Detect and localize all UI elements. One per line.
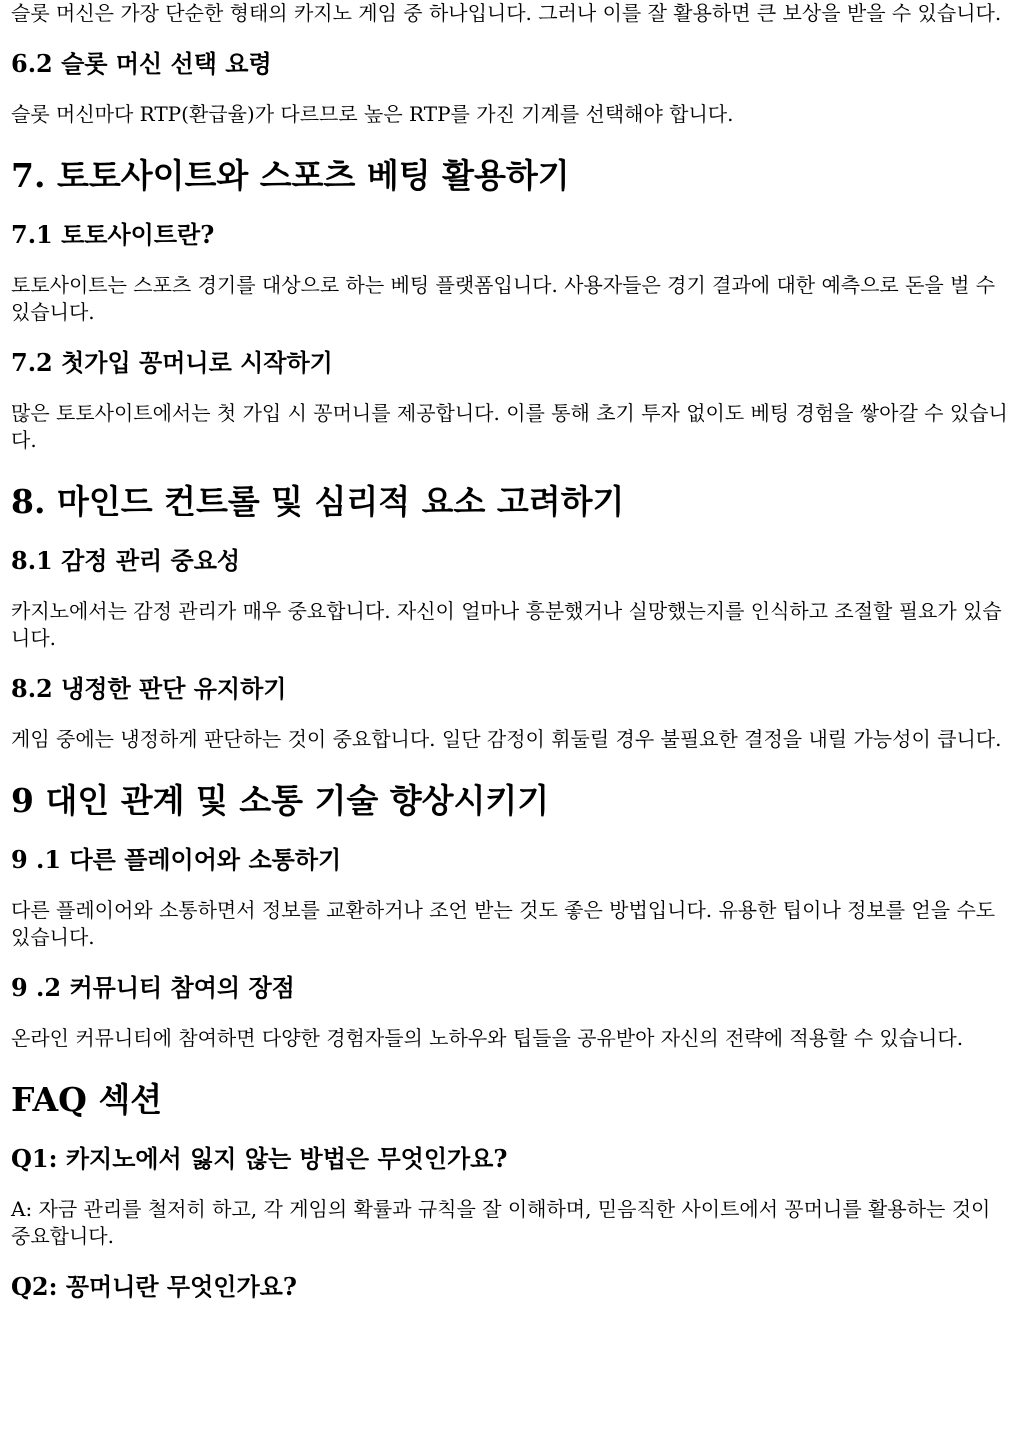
paragraph-calm-judgment: 게임 중에는 냉정하게 판단하는 것이 중요합니다. 일단 감정이 휘둘릴 경우 불필요한 결정을 내릴 가능성이 큽니다. [11,727,1002,751]
paragraph-signup-bonus: 많은 토토사이트에서는 첫 가입 시 꽁머니를 제공합니다. 이를 통해 초기 투자 없이도 베팅 경험을 쌓아갈 수 있습니다. [11,401,1008,452]
paragraph-slot-intro: 슬롯 머신은 가장 단순한 형태의 카지노 게임 중 하나입니다. 그러나 이를 잘 활용하면 큰 보상을 받을 수 있습니다. [11,1,1002,25]
subheading-7-2: 7.2 첫가입 꽁머니로 시작하기 [11,348,333,377]
subheading-9-1: 9 .1 다른 플레이어와 소통하기 [11,845,342,874]
heading-section-9: 9 대인 관계 및 소통 기술 향상시키기 [11,781,550,820]
heading-section-7: 7. 토토사이트와 스포츠 베팅 활용하기 [11,156,570,195]
faq-question-2: Q2: 꽁머니란 무엇인가요? [11,1272,297,1301]
subheading-8-1: 8.1 감정 관리 중요성 [11,546,241,575]
heading-faq: FAQ 섹션 [11,1080,163,1119]
paragraph-community-benefits: 온라인 커뮤니티에 참여하면 다양한 경험자들의 노하우와 팁들을 공유받아 자신의 전략에 적용할 수 있습니다. [11,1026,964,1050]
subheading-7-1: 7.1 토토사이트란? [11,220,215,249]
faq-answer-1: A: 자금 관리를 철저히 하고, 각 게임의 확률과 규칙을 잘 이해하며, 믿음직한 사이트에서 꽁머니를 활용하는 것이 중요합니다. [11,1197,991,1248]
heading-section-8: 8. 마인드 컨트롤 및 심리적 요소 고려하기 [11,482,625,521]
paragraph-emotion-management: 카지노에서는 감정 관리가 매우 중요합니다. 자신이 얼마나 흥분했거나 실망했는지를 인식하고 조절할 필요가 있습니다. [11,599,1002,650]
paragraph-toto-intro: 토토사이트는 스포츠 경기를 대상으로 하는 베팅 플랫폼입니다. 사용자들은 경기 결과에 대한 예측으로 돈을 벌 수 있습니다. [11,273,996,324]
subheading-8-2: 8.2 냉정한 판단 유지하기 [11,674,287,703]
faq-question-1: Q1: 카지노에서 잃지 않는 방법은 무엇인가요? [11,1144,508,1173]
paragraph-slot-rtp: 슬롯 머신마다 RTP(환급율)가 다르므로 높은 RTP를 가진 기계를 선택해야 합니다. [11,102,734,126]
paragraph-player-communication: 다른 플레이어와 소통하면서 정보를 교환하거나 조언 받는 것도 좋은 방법입니다. 유용한 팁이나 정보를 얻을 수도 있습니다. [11,898,996,949]
subheading-9-2: 9 .2 커뮤니티 참여의 장점 [11,973,295,1002]
subheading-6-2: 6.2 슬롯 머신 선택 요령 [11,49,272,78]
